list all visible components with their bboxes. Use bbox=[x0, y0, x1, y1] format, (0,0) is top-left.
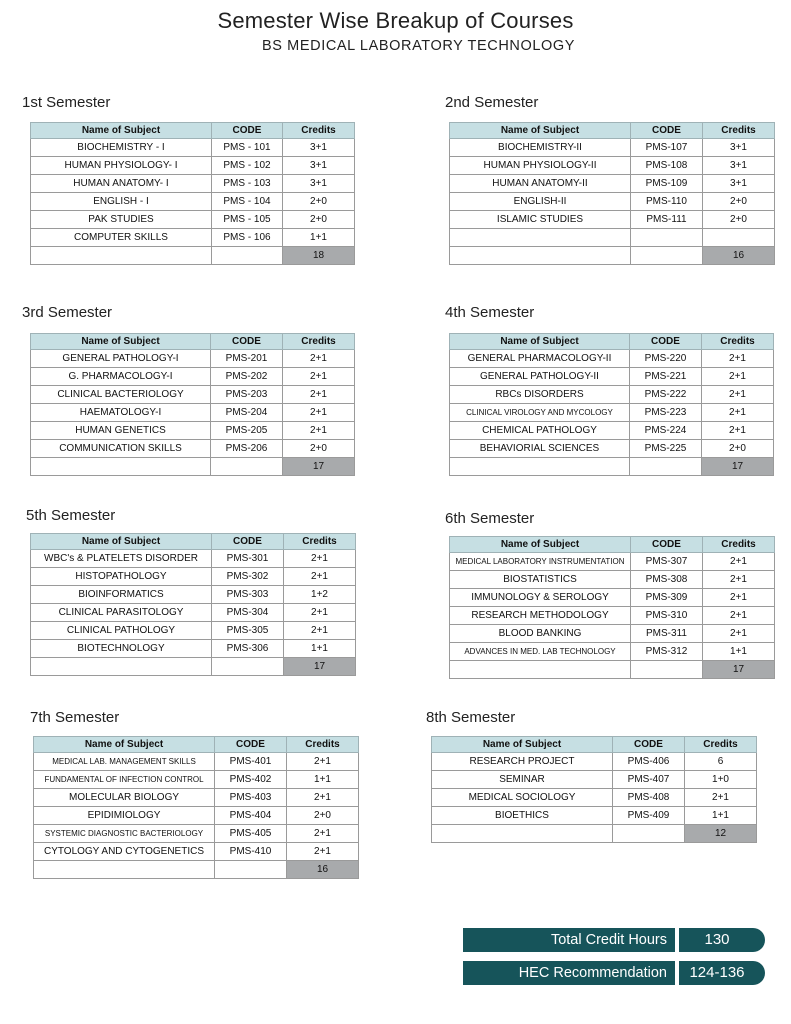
table-row bbox=[31, 550, 356, 568]
subject-code-cell: PMS - 104 bbox=[212, 193, 283, 211]
semester-table bbox=[30, 122, 355, 265]
subject-credits-cell: 2+0 bbox=[283, 193, 355, 211]
table-row bbox=[31, 211, 355, 229]
subject-credits-cell: 2+1 bbox=[703, 571, 775, 589]
subject-name-cell: HAEMATOLOGY-I bbox=[31, 404, 211, 422]
semester-total-credits: 17 bbox=[283, 458, 355, 476]
table-header-row bbox=[31, 123, 355, 139]
subject-name-cell bbox=[450, 229, 631, 247]
table-row bbox=[31, 604, 356, 622]
table-row bbox=[31, 350, 355, 368]
subject-name-cell: GENERAL PATHOLOGY-I bbox=[31, 350, 211, 368]
subject-code-cell: PMS-409 bbox=[613, 807, 685, 825]
table-header-row bbox=[450, 537, 775, 553]
subject-credits-cell: 2+0 bbox=[283, 211, 355, 229]
subject-code-cell: PMS-110 bbox=[631, 193, 703, 211]
table-row bbox=[450, 193, 775, 211]
subject-name-cell: GENERAL PHARMACOLOGY-II bbox=[450, 350, 630, 368]
subject-name-cell: BIOTECHNOLOGY bbox=[31, 640, 212, 658]
table-row bbox=[450, 440, 774, 458]
column-header-credits: Credits bbox=[287, 737, 359, 753]
subject-code-cell: PMS-109 bbox=[631, 175, 703, 193]
subject-credits-cell: 1+1 bbox=[685, 807, 757, 825]
subject-name-cell: RBCs DISORDERS bbox=[450, 386, 630, 404]
subject-code-cell: PMS-312 bbox=[631, 643, 703, 661]
table-row bbox=[450, 211, 775, 229]
column-header-credits: Credits bbox=[283, 334, 355, 350]
subject-credits-cell: 2+1 bbox=[287, 789, 359, 807]
table-row bbox=[450, 625, 775, 643]
subject-code-cell: PMS-401 bbox=[215, 753, 287, 771]
total-credit-hours-value: 130 bbox=[679, 928, 765, 952]
column-header-name: Name of Subject bbox=[450, 537, 631, 553]
subject-credits-cell bbox=[703, 229, 775, 247]
subject-code-cell: PMS-402 bbox=[215, 771, 287, 789]
subject-name-cell: SEMINAR bbox=[432, 771, 613, 789]
semester-total-credits: 16 bbox=[703, 247, 775, 265]
subject-code-cell: PMS-310 bbox=[631, 607, 703, 625]
total-blank-cell bbox=[34, 861, 215, 879]
subject-code-cell: PMS-405 bbox=[215, 825, 287, 843]
table-row bbox=[450, 607, 775, 625]
subject-code-cell: PMS-303 bbox=[212, 586, 284, 604]
subject-code-cell: PMS-221 bbox=[630, 368, 702, 386]
subject-credits-cell: 1+2 bbox=[284, 586, 356, 604]
subject-credits-cell: 2+1 bbox=[703, 607, 775, 625]
subject-credits-cell: 2+1 bbox=[685, 789, 757, 807]
total-row bbox=[31, 458, 355, 476]
subject-code-cell: PMS - 105 bbox=[212, 211, 283, 229]
total-row bbox=[34, 861, 359, 879]
subject-code-cell: PMS-306 bbox=[212, 640, 284, 658]
total-blank-cell bbox=[212, 247, 283, 265]
table-row bbox=[31, 404, 355, 422]
semester-total-credits: 16 bbox=[287, 861, 359, 879]
hec-recommendation-value: 124-136 bbox=[679, 961, 765, 985]
subject-code-cell: PMS-108 bbox=[631, 157, 703, 175]
semester-table bbox=[449, 333, 774, 476]
subject-code-cell: PMS-403 bbox=[215, 789, 287, 807]
total-blank-cell bbox=[450, 661, 631, 679]
semester-table bbox=[30, 533, 356, 676]
subject-code-cell: PMS - 102 bbox=[212, 157, 283, 175]
table-header-row bbox=[34, 737, 359, 753]
total-credit-hours-label: Total Credit Hours bbox=[463, 928, 675, 952]
subject-credits-cell: 2+0 bbox=[703, 193, 775, 211]
subject-name-cell: MEDICAL SOCIOLOGY bbox=[432, 789, 613, 807]
table-header-row bbox=[31, 334, 355, 350]
subject-name-cell: CLINICAL PARASITOLOGY bbox=[31, 604, 212, 622]
subject-name-cell: WBC's & PLATELETS DISORDER bbox=[31, 550, 212, 568]
table-row bbox=[31, 193, 355, 211]
subject-name-cell: FUNDAMENTAL OF INFECTION CONTROL bbox=[34, 771, 215, 789]
subject-name-cell: MEDICAL LAB. MANAGEMENT SKILLS bbox=[34, 753, 215, 771]
subject-code-cell: PMS-220 bbox=[630, 350, 702, 368]
subject-name-cell: CHEMICAL PATHOLOGY bbox=[450, 422, 630, 440]
total-blank-cell bbox=[631, 661, 703, 679]
column-header-credits: Credits bbox=[702, 334, 774, 350]
hec-recommendation-label: HEC Recommendation bbox=[463, 961, 675, 985]
table-row bbox=[432, 789, 757, 807]
subject-code-cell: PMS-225 bbox=[630, 440, 702, 458]
subject-code-cell: PMS-107 bbox=[631, 139, 703, 157]
semester-title: 5th Semester bbox=[26, 507, 116, 524]
column-header-code: CODE bbox=[613, 737, 685, 753]
column-header-code: CODE bbox=[631, 123, 703, 139]
table-header-row bbox=[450, 123, 775, 139]
page-title: Semester Wise Breakup of Courses bbox=[217, 8, 574, 33]
subject-code-cell: PMS-301 bbox=[212, 550, 284, 568]
subject-credits-cell: 2+0 bbox=[702, 440, 774, 458]
semester-total-credits: 18 bbox=[283, 247, 355, 265]
semester-total-credits: 17 bbox=[284, 658, 356, 676]
subject-name-cell: COMMUNICATION SKILLS bbox=[31, 440, 211, 458]
subject-name-cell: HUMAN ANATOMY-II bbox=[450, 175, 631, 193]
subject-name-cell: CLINICAL BACTERIOLOGY bbox=[31, 386, 211, 404]
column-header-name: Name of Subject bbox=[31, 334, 211, 350]
subject-code-cell: PMS-304 bbox=[212, 604, 284, 622]
subject-code-cell: PMS - 106 bbox=[212, 229, 283, 247]
table-row bbox=[31, 422, 355, 440]
semester-title: 4th Semester bbox=[445, 304, 535, 321]
column-header-code: CODE bbox=[212, 123, 283, 139]
semester-title: 6th Semester bbox=[445, 510, 535, 527]
semester-total-credits: 17 bbox=[702, 458, 774, 476]
subject-credits-cell: 2+1 bbox=[702, 422, 774, 440]
semester-table bbox=[431, 736, 757, 843]
column-header-code: CODE bbox=[631, 537, 703, 553]
total-blank-cell bbox=[613, 825, 685, 843]
subject-credits-cell: 2+1 bbox=[703, 553, 775, 571]
subject-credits-cell: 2+1 bbox=[703, 625, 775, 643]
total-row bbox=[432, 825, 757, 843]
table-row bbox=[34, 807, 359, 825]
subject-code-cell: PMS-311 bbox=[631, 625, 703, 643]
column-header-code: CODE bbox=[211, 334, 283, 350]
subject-credits-cell: 2+1 bbox=[284, 568, 356, 586]
table-row bbox=[31, 139, 355, 157]
table-row bbox=[450, 368, 774, 386]
subject-credits-cell: 3+1 bbox=[283, 139, 355, 157]
subject-credits-cell: 2+1 bbox=[287, 753, 359, 771]
subject-credits-cell: 3+1 bbox=[283, 175, 355, 193]
subject-code-cell: PMS-408 bbox=[613, 789, 685, 807]
subject-name-cell: BIOCHEMISTRY - I bbox=[31, 139, 212, 157]
subject-credits-cell: 3+1 bbox=[283, 157, 355, 175]
semester-table bbox=[449, 122, 775, 265]
subject-credits-cell: 2+1 bbox=[284, 550, 356, 568]
semester-table bbox=[33, 736, 359, 879]
subject-code-cell: PMS-302 bbox=[212, 568, 284, 586]
table-row bbox=[450, 157, 775, 175]
table-row bbox=[34, 753, 359, 771]
total-row bbox=[450, 661, 775, 679]
column-header-credits: Credits bbox=[703, 123, 775, 139]
subject-code-cell bbox=[631, 229, 703, 247]
subject-credits-cell: 2+0 bbox=[703, 211, 775, 229]
total-credit-hours-row bbox=[463, 928, 765, 952]
subject-credits-cell: 2+1 bbox=[703, 589, 775, 607]
subject-code-cell: PMS-206 bbox=[211, 440, 283, 458]
subject-credits-cell: 3+1 bbox=[703, 157, 775, 175]
table-row bbox=[34, 843, 359, 861]
subject-credits-cell: 2+1 bbox=[283, 404, 355, 422]
table-row bbox=[432, 807, 757, 825]
subject-name-cell: COMPUTER SKILLS bbox=[31, 229, 212, 247]
semester-total-credits: 12 bbox=[685, 825, 757, 843]
subject-credits-cell: 2+1 bbox=[702, 368, 774, 386]
table-row bbox=[450, 175, 775, 193]
semester-table bbox=[30, 333, 355, 476]
subject-code-cell: PMS - 101 bbox=[212, 139, 283, 157]
subject-name-cell: BIOCHEMISTRY-II bbox=[450, 139, 631, 157]
column-header-name: Name of Subject bbox=[31, 123, 212, 139]
subject-name-cell: HUMAN PHYSIOLOGY-II bbox=[450, 157, 631, 175]
subject-name-cell: BIOINFORMATICS bbox=[31, 586, 212, 604]
subject-code-cell: PMS-309 bbox=[631, 589, 703, 607]
table-row bbox=[34, 789, 359, 807]
subject-credits-cell: 3+1 bbox=[703, 139, 775, 157]
subject-code-cell: PMS - 103 bbox=[212, 175, 283, 193]
subject-credits-cell: 2+1 bbox=[287, 825, 359, 843]
total-blank-cell bbox=[212, 658, 284, 676]
subject-name-cell: GENERAL PATHOLOGY-II bbox=[450, 368, 630, 386]
semester-table bbox=[449, 536, 775, 679]
table-row bbox=[432, 753, 757, 771]
semester-title: 8th Semester bbox=[426, 709, 516, 726]
subject-credits-cell: 1+1 bbox=[283, 229, 355, 247]
subject-name-cell: IMMUNOLOGY & SEROLOGY bbox=[450, 589, 631, 607]
subject-code-cell: PMS-224 bbox=[630, 422, 702, 440]
total-blank-cell bbox=[215, 861, 287, 879]
total-blank-cell bbox=[31, 658, 212, 676]
subject-credits-cell: 2+1 bbox=[284, 604, 356, 622]
column-header-name: Name of Subject bbox=[34, 737, 215, 753]
subject-credits-cell: 2+1 bbox=[283, 422, 355, 440]
subject-code-cell: PMS-223 bbox=[630, 404, 702, 422]
total-row bbox=[31, 658, 356, 676]
subject-code-cell: PMS-404 bbox=[215, 807, 287, 825]
subject-code-cell: PMS-222 bbox=[630, 386, 702, 404]
subject-name-cell: ENGLISH - I bbox=[31, 193, 212, 211]
subject-code-cell: PMS-201 bbox=[211, 350, 283, 368]
subject-name-cell: MOLECULAR BIOLOGY bbox=[34, 789, 215, 807]
subject-name-cell: BLOOD BANKING bbox=[450, 625, 631, 643]
column-header-name: Name of Subject bbox=[432, 737, 613, 753]
total-blank-cell bbox=[432, 825, 613, 843]
subject-code-cell: PMS-307 bbox=[631, 553, 703, 571]
total-blank-cell bbox=[450, 458, 630, 476]
subject-code-cell: PMS-203 bbox=[211, 386, 283, 404]
subject-credits-cell: 2+1 bbox=[287, 843, 359, 861]
table-row bbox=[450, 571, 775, 589]
subject-credits-cell: 2+1 bbox=[702, 350, 774, 368]
column-header-code: CODE bbox=[215, 737, 287, 753]
semester-title: 2nd Semester bbox=[445, 94, 539, 111]
page-subtitle: BS MEDICAL LABORATORY TECHNOLOGY bbox=[262, 38, 576, 54]
table-header-row bbox=[31, 534, 356, 550]
table-row bbox=[450, 229, 775, 247]
table-row bbox=[31, 568, 356, 586]
table-row bbox=[31, 586, 356, 604]
table-row bbox=[450, 553, 775, 571]
subject-name-cell: RESEARCH METHODOLOGY bbox=[450, 607, 631, 625]
subject-credits-cell: 1+0 bbox=[685, 771, 757, 789]
subject-code-cell: PMS-308 bbox=[631, 571, 703, 589]
subject-name-cell: G. PHARMACOLOGY-I bbox=[31, 368, 211, 386]
subject-code-cell: PMS-305 bbox=[212, 622, 284, 640]
table-row bbox=[450, 422, 774, 440]
column-header-credits: Credits bbox=[703, 537, 775, 553]
table-row bbox=[31, 440, 355, 458]
subject-code-cell: PMS-205 bbox=[211, 422, 283, 440]
column-header-credits: Credits bbox=[685, 737, 757, 753]
table-row bbox=[31, 386, 355, 404]
table-row bbox=[31, 157, 355, 175]
table-header-row bbox=[450, 334, 774, 350]
column-header-code: CODE bbox=[630, 334, 702, 350]
total-blank-cell bbox=[630, 458, 702, 476]
subject-name-cell: EPIDIMIOLOGY bbox=[34, 807, 215, 825]
column-header-name: Name of Subject bbox=[450, 123, 631, 139]
column-header-name: Name of Subject bbox=[450, 334, 630, 350]
subject-name-cell: HISTOPATHOLOGY bbox=[31, 568, 212, 586]
subject-code-cell: PMS-407 bbox=[613, 771, 685, 789]
subject-code-cell: PMS-111 bbox=[631, 211, 703, 229]
subject-name-cell: HUMAN PHYSIOLOGY- I bbox=[31, 157, 212, 175]
column-header-credits: Credits bbox=[283, 123, 355, 139]
subject-code-cell: PMS-204 bbox=[211, 404, 283, 422]
total-row bbox=[450, 458, 774, 476]
semester-title: 3rd Semester bbox=[22, 304, 113, 321]
subject-credits-cell: 2+1 bbox=[702, 386, 774, 404]
subject-credits-cell: 3+1 bbox=[703, 175, 775, 193]
subject-credits-cell: 2+1 bbox=[284, 622, 356, 640]
semester-title: 1st Semester bbox=[22, 94, 111, 111]
table-row bbox=[34, 771, 359, 789]
table-row bbox=[450, 589, 775, 607]
subject-credits-cell: 2+0 bbox=[283, 440, 355, 458]
table-row bbox=[31, 175, 355, 193]
table-row bbox=[450, 139, 775, 157]
table-row bbox=[31, 640, 356, 658]
subject-name-cell: PAK STUDIES bbox=[31, 211, 212, 229]
table-row bbox=[432, 771, 757, 789]
table-row bbox=[450, 350, 774, 368]
subject-code-cell: PMS-202 bbox=[211, 368, 283, 386]
subject-name-cell: ISLAMIC STUDIES bbox=[450, 211, 631, 229]
subject-credits-cell: 1+1 bbox=[287, 771, 359, 789]
table-row bbox=[34, 825, 359, 843]
table-row bbox=[450, 386, 774, 404]
subject-name-cell: BIOETHICS bbox=[432, 807, 613, 825]
subject-name-cell: RESEARCH PROJECT bbox=[432, 753, 613, 771]
subject-name-cell: BEHAVIORIAL SCIENCES bbox=[450, 440, 630, 458]
subject-credits-cell: 2+0 bbox=[287, 807, 359, 825]
subject-name-cell: ADVANCES IN MED. LAB TECHNOLOGY bbox=[450, 643, 631, 661]
subject-code-cell: PMS-406 bbox=[613, 753, 685, 771]
subject-name-cell: CLINICAL VIROLOGY AND MYCOLOGY bbox=[450, 404, 630, 422]
total-blank-cell bbox=[631, 247, 703, 265]
subject-name-cell: MEDICAL LABORATORY INSTRUMENTATION bbox=[450, 553, 631, 571]
subject-credits-cell: 2+1 bbox=[283, 386, 355, 404]
total-blank-cell bbox=[31, 458, 211, 476]
subject-credits-cell: 1+1 bbox=[284, 640, 356, 658]
column-header-code: CODE bbox=[212, 534, 284, 550]
total-row bbox=[31, 247, 355, 265]
subject-name-cell: CYTOLOGY AND CYTOGENETICS bbox=[34, 843, 215, 861]
subject-name-cell: HUMAN ANATOMY- I bbox=[31, 175, 212, 193]
subject-name-cell: BIOSTATISTICS bbox=[450, 571, 631, 589]
subject-name-cell: CLINICAL PATHOLOGY bbox=[31, 622, 212, 640]
subject-credits-cell: 1+1 bbox=[703, 643, 775, 661]
total-blank-cell bbox=[211, 458, 283, 476]
subject-credits-cell: 2+1 bbox=[283, 350, 355, 368]
subject-name-cell: HUMAN GENETICS bbox=[31, 422, 211, 440]
total-blank-cell bbox=[450, 247, 631, 265]
subject-credits-cell: 2+1 bbox=[702, 404, 774, 422]
column-header-name: Name of Subject bbox=[31, 534, 212, 550]
table-row bbox=[31, 229, 355, 247]
total-blank-cell bbox=[31, 247, 212, 265]
subject-credits-cell: 6 bbox=[685, 753, 757, 771]
subject-credits-cell: 2+1 bbox=[283, 368, 355, 386]
semester-title: 7th Semester bbox=[30, 709, 120, 726]
total-row bbox=[450, 247, 775, 265]
hec-recommendation-row bbox=[463, 961, 765, 985]
table-row bbox=[31, 622, 356, 640]
column-header-credits: Credits bbox=[284, 534, 356, 550]
table-row bbox=[450, 643, 775, 661]
subject-name-cell: ENGLISH-II bbox=[450, 193, 631, 211]
subject-code-cell: PMS-410 bbox=[215, 843, 287, 861]
semester-total-credits: 17 bbox=[703, 661, 775, 679]
table-header-row bbox=[432, 737, 757, 753]
subject-name-cell: SYSTEMIC DIAGNOSTIC BACTERIOLOGY bbox=[34, 825, 215, 843]
table-row bbox=[450, 404, 774, 422]
table-row bbox=[31, 368, 355, 386]
